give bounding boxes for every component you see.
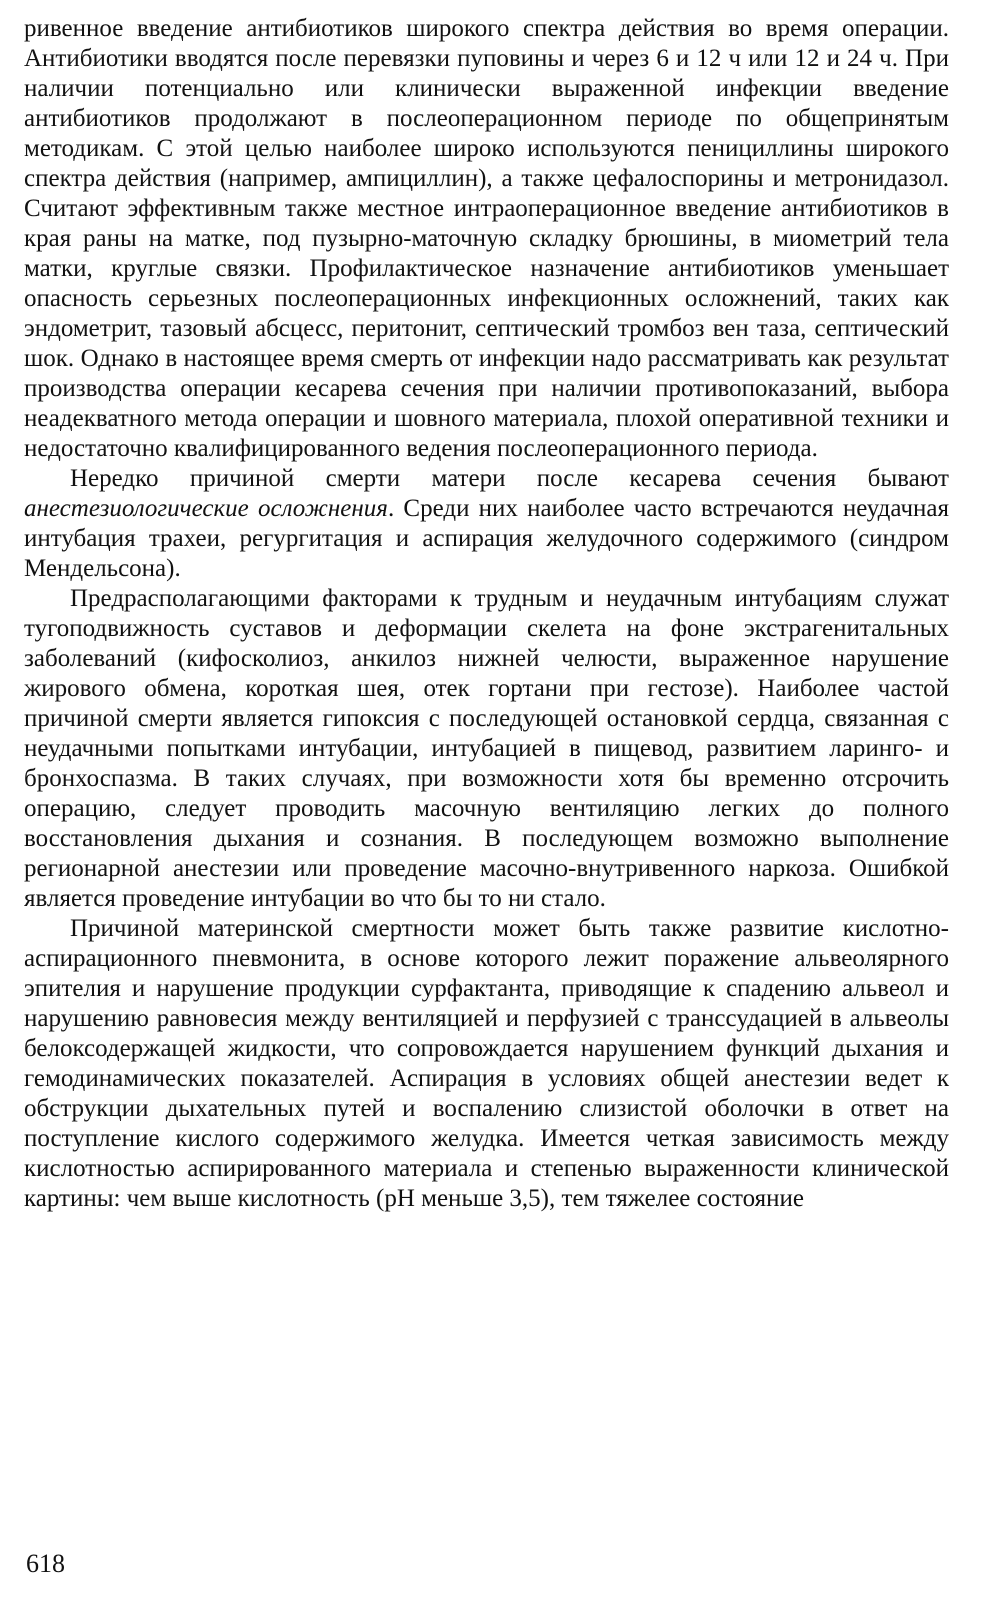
paragraph-antibiotics: ривенное введение антибиотиков широкого спектра действия во время операции. Антибиотики вводятся после перевязки пуповины и через 6 и 12 ч или 12 и 24 ч. При наличии потенциально или клинически выраженной инфекции введение антибиотиков продолжают в послеоперационном периоде по общепринятым методикам. С этой целью наиболее широко используются пенициллины широкого спектра действия (например, ампициллин), а также цефалоспорины и метронидазол. Считают эффективным также местное интраоперационное введение антибиотиков в края раны на матке, под пузырно-маточную складку брюшины, в миометрий тела матки, круглые связки. Профилактическое назначение антибиотиков уменьшает опасность серьезных послеоперационных инфекционных осложнений, таких как эндометрит, тазовый абсцесс, перитонит, септический тромбоз вен таза, септический шок. Однако в настоящее время смерть от инфекции надо рассматривать как результат производства операции кесарева сечения при наличии противопоказаний, выбора неадекватного метода операции и шовного материала, плохой оперативной техники и недостаточно квалифицированного ведения послеоперационного периода. [24, 15, 949, 462]
paragraph-text-before: Нередко причиной смерти матери после кесарева сечения бывают [70, 465, 949, 492]
paragraph-anesthesia-complications [24, 464, 949, 584]
paragraph-intubation-factors: Предрасполагающими факторами к трудным и неудачным интубациям служат тугоподвижность суставов и деформации скелета на фоне экстрагенитальных заболеваний (кифосколиоз, анкилоз нижней челюсти, выраженное нарушение жирового обмена, короткая шея, отек гортани при гестозе). Наиболее частой причиной смерти является гипоксия с последующей остановкой сердца, связанная с неудачными попытками интубации, интубацией в пищевод, развитием ларинго- и бронхоспазма. В таких случаях, при возможности хотя бы временно отсрочить операцию, следует проводить масочную вентиляцию легких до полного восстановления дыхания и сознания. В последующем возможно выполнение регионарной анестезии или проведение масочно-внутривенного наркоза. Ошибкой является проведение интубации во что бы то ни стало. [24, 585, 949, 912]
paragraph-text-after: . Среди них наиболее часто встречаются неудачная интубация трахеи, регургитация и аспирация желудочного содержимого (синдром Мендельсона). [24, 495, 949, 582]
book-page [24, 14, 949, 1594]
page-number: 618 [26, 1549, 65, 1578]
emphasis-term: анестезиологические осложнения [24, 495, 388, 522]
paragraph-aspiration-pneumonitis: Причиной материнской смертности может быть также развитие кислотно-аспирационного пневмонита, в основе которого лежит поражение альвеолярного эпителия и нарушение продукции сурфактанта, приводящие к спадению альвеол и нарушению равновесия между вентиляцией и перфузией с транссудацией в альвеолы белоксодержащей жидкости, что сопровождается нарушением функций дыхания и гемодинамических показателей. Аспирация в условиях общей анестезии ведет к обструкции дыхательных путей и воспалению слизистой оболочки в ответ на поступление кислого содержимого желудка. Имеется четкая зависимость между кислотностью аспирированного материала и степенью выраженности клинической картины: чем выше кислотность (рН меньше 3,5), тем тяжелее состояние [24, 915, 949, 1212]
